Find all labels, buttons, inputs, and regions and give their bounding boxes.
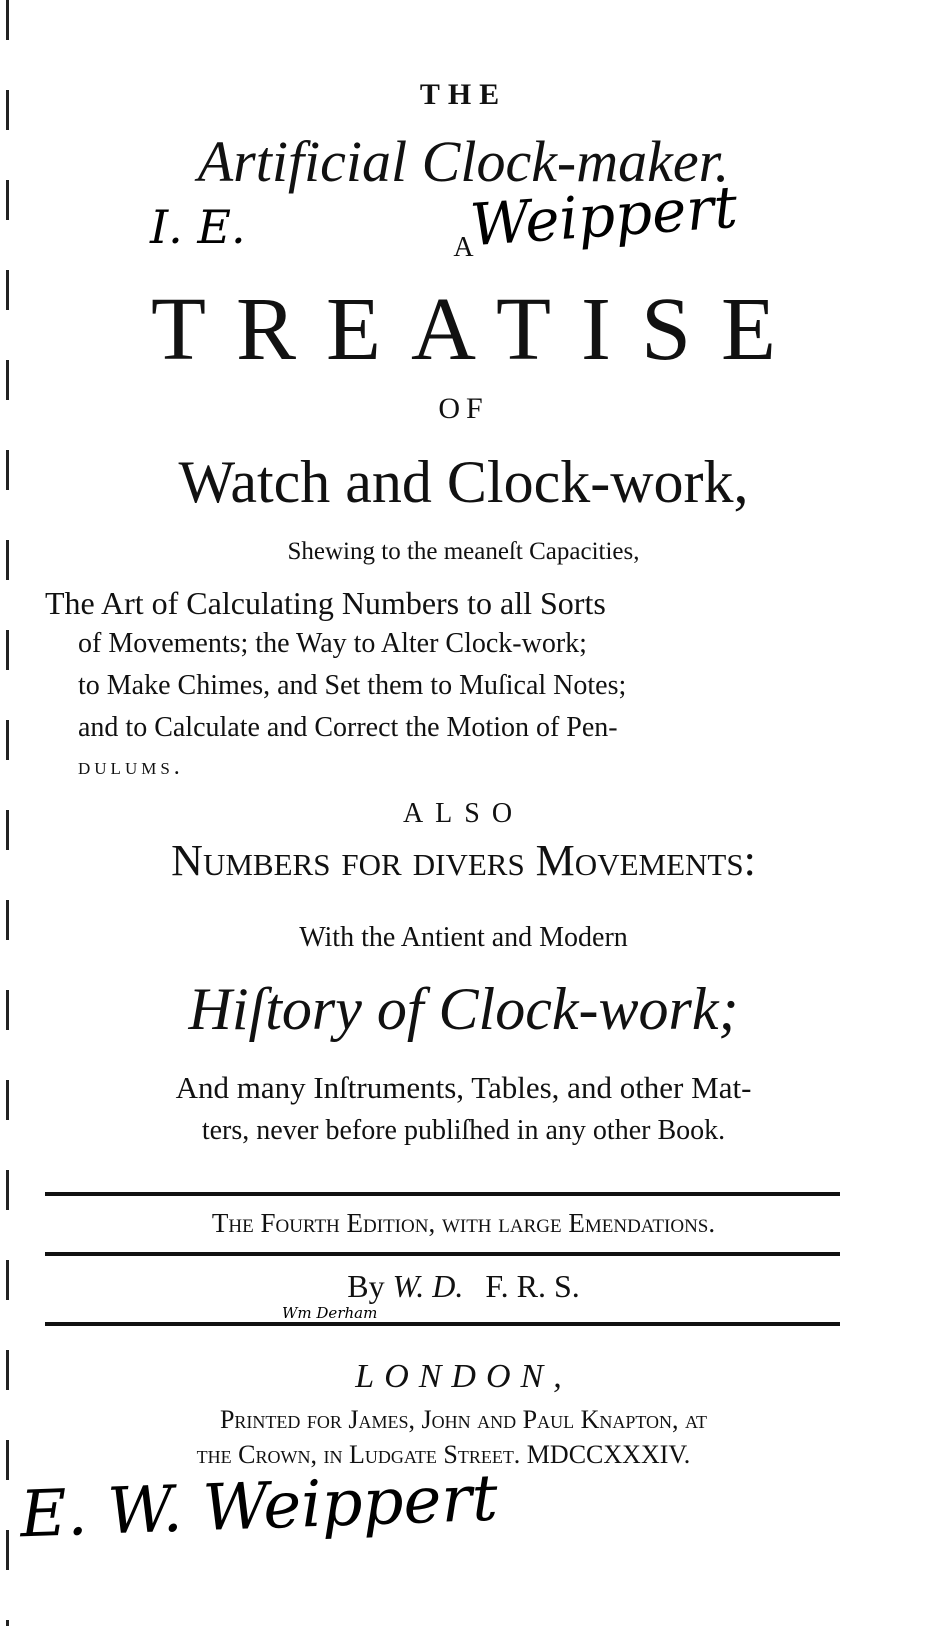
rule — [45, 1252, 840, 1256]
with-line: With the Antient and Modern — [299, 922, 628, 953]
rule — [45, 1322, 840, 1326]
history-line: Hiſtory of Clock-work; — [188, 976, 739, 1042]
author-line — [0, 1268, 927, 1305]
title-of: OF — [438, 392, 489, 425]
title-treatise: TREATISE — [151, 280, 806, 379]
also-label: ALSO — [402, 798, 525, 829]
imprint-line: Printed for James, John and Paul Knapton, at — [219, 1405, 708, 1434]
title-subject: Watch and Clock-work, — [178, 449, 749, 515]
description-line: and to Calculate and Correct the Motion of Pen- — [78, 712, 618, 743]
description-line: The Art of Calculating Numbers to all Sorts — [45, 585, 606, 621]
handwritten-surname: Weippert — [467, 172, 740, 260]
description-line: of Movements; the Way to Alter Clock-work; — [78, 628, 587, 659]
description-line: to Make Chimes, and Set them to Muſical Notes; — [78, 670, 627, 701]
edition-line: The Fourth Edition, with large Emendations. — [211, 1208, 716, 1238]
title-the: THE — [419, 78, 508, 111]
many-line: ters, never before publiſhed in any other Book. — [201, 1115, 726, 1146]
imprint-line: the Crown, in Ludgate Street. MDCCXXXIV. — [196, 1440, 691, 1469]
city: LONDON, — [355, 1358, 572, 1395]
handwritten-author-name: Wm Derham — [282, 1304, 378, 1322]
short-title: Artificial Clock-maker. — [197, 129, 730, 194]
author-initials: W. D. — [392, 1268, 464, 1304]
numbers-line: Numbers for divers Movements: — [171, 836, 756, 885]
many-line: And many Inſtruments, Tables, and other Mat- — [175, 1070, 752, 1105]
shewing-line: Shewing to the meaneſt Capacities, — [287, 538, 640, 565]
description-line: dulums. — [78, 754, 184, 780]
handwritten-bottom-signature: E. W. Weippert — [18, 1461, 499, 1553]
by-label: By — [347, 1268, 385, 1304]
handwritten-initials: I. E. — [150, 200, 246, 254]
rule — [45, 1192, 840, 1196]
title-a: A — [453, 232, 474, 263]
frs-label: F. R. S. — [485, 1268, 580, 1304]
